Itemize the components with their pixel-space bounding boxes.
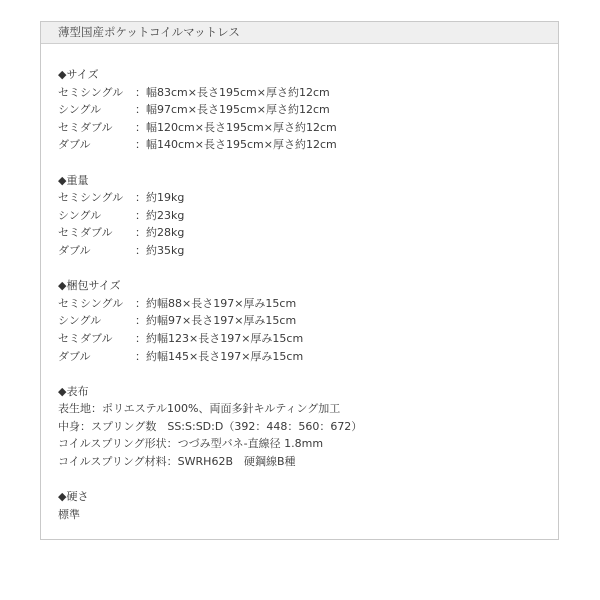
row-value: ：約28kg — [135, 226, 185, 240]
row-value: ：幅83cm×長さ195cm×厚さ約12cm — [135, 85, 330, 99]
row-value: ：約幅88×長さ197×厚み15cm — [135, 296, 297, 310]
spec-row — [58, 330, 558, 348]
spec-row — [58, 224, 558, 242]
row-value: ：約幅123×長さ197×厚み15cm — [135, 331, 304, 345]
section-heading: ◆表布 — [58, 384, 89, 398]
spec-row — [58, 295, 558, 313]
row-label: セミシングル — [58, 85, 124, 99]
product-title: 薄型国産ポケットコイルマットレス — [41, 22, 558, 44]
spec-row — [58, 101, 558, 119]
spec-row — [58, 189, 558, 207]
section-heading: ◆サイズ — [58, 68, 99, 81]
row-label: セミシングル — [58, 191, 124, 205]
spec-line: コイルスプリング形状：つづみ型バネ-直線径 1.8mm — [58, 437, 324, 451]
section-heading: ◆梱包サイズ — [58, 279, 121, 293]
spec-line: 標準 — [58, 507, 80, 521]
section-weight — [58, 172, 558, 260]
spec-row — [58, 84, 558, 102]
spec-row — [58, 119, 558, 137]
spec-card — [40, 21, 559, 540]
row-label: セミシングル — [58, 296, 124, 310]
spec-row — [58, 207, 558, 225]
spec-row — [58, 312, 558, 330]
section-package-size — [58, 277, 558, 365]
row-label: シングル — [58, 314, 102, 328]
spec-line: コイルスプリング材料：SWRH62B 硬鋼線B種 — [58, 455, 296, 469]
section-fabric — [58, 383, 558, 471]
spec-row — [58, 242, 558, 260]
row-label: セミダブル — [58, 226, 113, 240]
spec-line: 中身：スプリング数 SS:S:SD:D（392：448：560：672） — [58, 419, 363, 433]
section-size — [58, 66, 558, 154]
row-label: シングル — [58, 208, 102, 222]
row-value: ：約23kg — [135, 208, 185, 222]
spec-row — [58, 348, 558, 366]
row-label: ダブル — [58, 138, 91, 152]
spec-row — [58, 136, 558, 154]
row-label: セミダブル — [58, 331, 113, 345]
spec-body — [41, 44, 558, 523]
section-heading: ◆重量 — [58, 173, 89, 187]
row-value: ：幅97cm×長さ195cm×厚さ約12cm — [135, 103, 330, 117]
row-label: ダブル — [58, 243, 91, 257]
row-label: シングル — [58, 103, 102, 117]
section-firmness — [58, 488, 558, 523]
row-value: ：約幅97×長さ197×厚み15cm — [135, 314, 297, 328]
row-value: ：約19kg — [135, 191, 185, 205]
spec-line: 表生地：ポリエステル100%、両面多針キルティング加工 — [58, 402, 341, 416]
row-label: ダブル — [58, 349, 91, 363]
row-value: ：幅120cm×長さ195cm×厚さ約12cm — [135, 120, 337, 134]
row-value: ：約35kg — [135, 243, 185, 257]
row-value: ：約幅145×長さ197×厚み15cm — [135, 349, 304, 363]
row-label: セミダブル — [58, 120, 113, 134]
row-value: ：幅140cm×長さ195cm×厚さ約12cm — [135, 138, 337, 152]
section-heading: ◆硬さ — [58, 490, 89, 504]
